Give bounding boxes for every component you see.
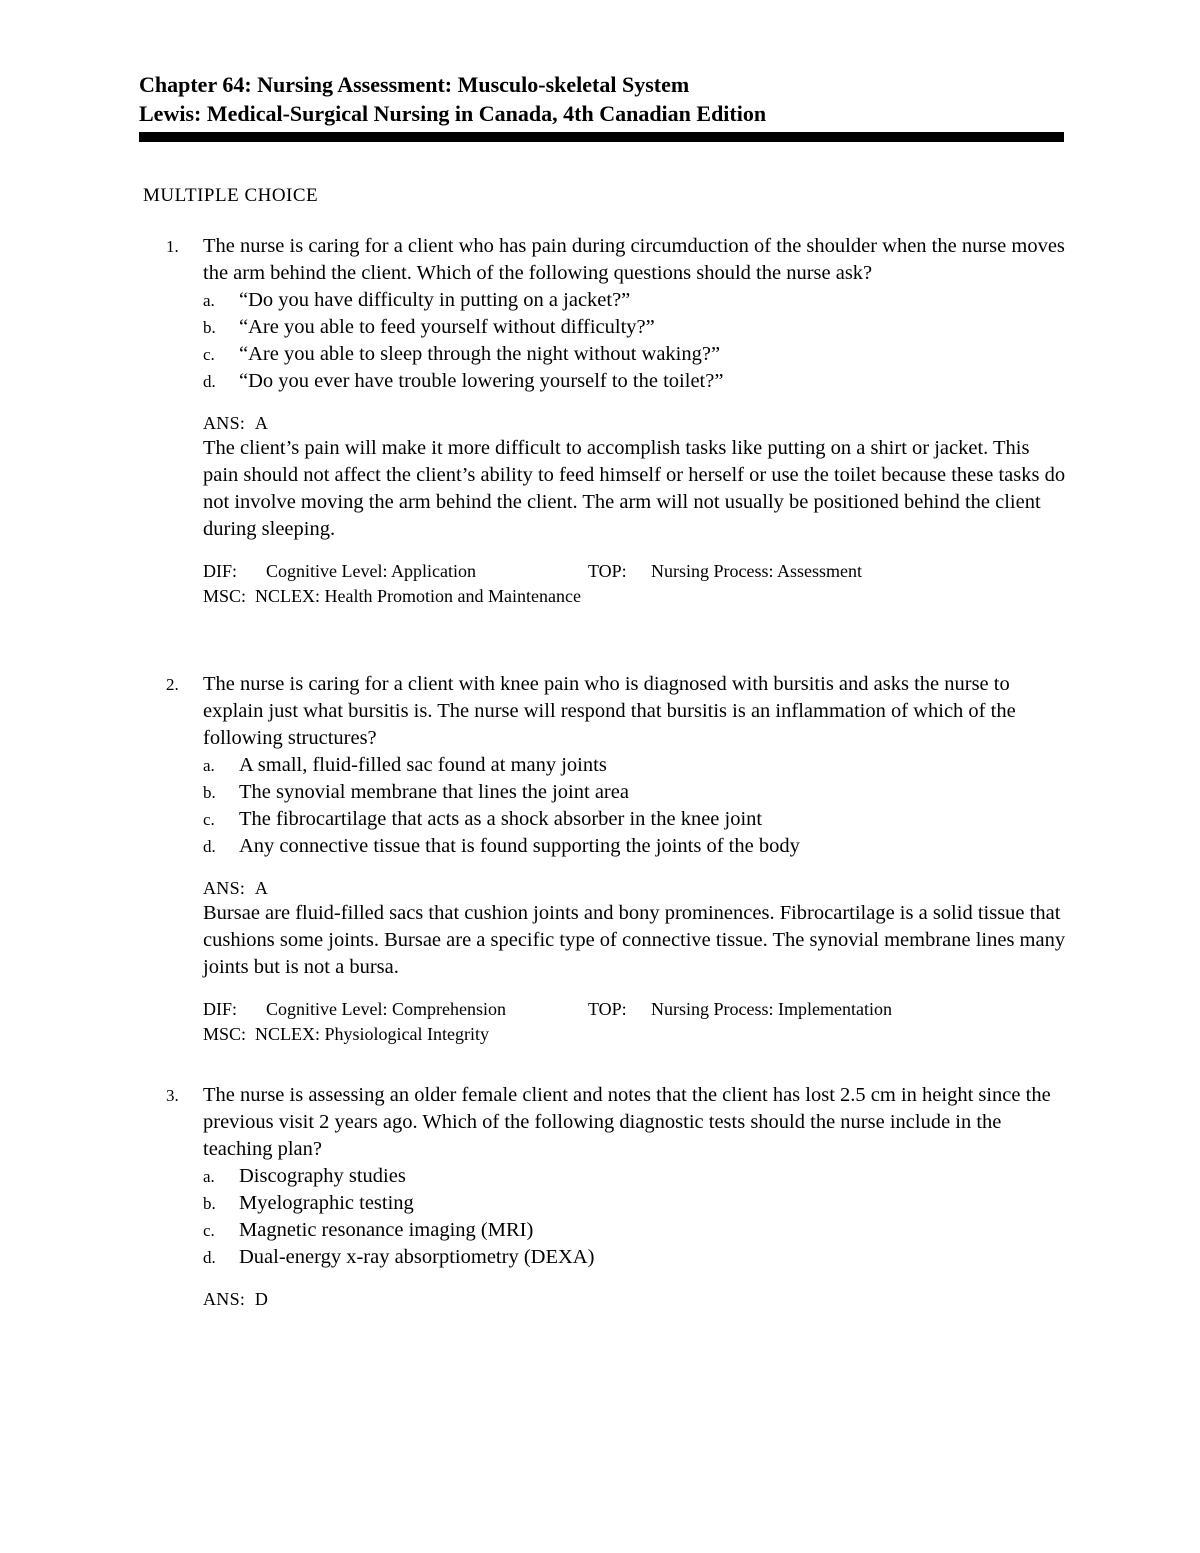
answer-line bbox=[203, 411, 1066, 435]
option-letter: d. bbox=[203, 372, 216, 391]
option-letter: b. bbox=[203, 783, 216, 802]
question-text: The nurse is assessing an older female client and notes that the client has lost 2.5 cm in height since the previous visit 2 years ago. Which of the following diagnostic tests should the nurse include in the teaching plan? bbox=[203, 1084, 1051, 1160]
options-list bbox=[203, 1163, 1066, 1271]
answer-line bbox=[203, 1287, 1066, 1311]
option-text: “Do you ever have trouble lowering yourself to the toilet?” bbox=[239, 370, 724, 392]
option-letter: c. bbox=[203, 1221, 215, 1240]
option-letter: d. bbox=[203, 837, 216, 856]
option-text: Any connective tissue that is found supporting the joints of the body bbox=[239, 835, 800, 857]
msc-value: NCLEX: Health Promotion and Maintenance bbox=[255, 586, 581, 606]
chapter-title: Chapter 64: Nursing Assessment: Musculo-skeletal System bbox=[139, 72, 690, 97]
option-letter: b. bbox=[203, 318, 216, 337]
dif-label: DIF: bbox=[203, 999, 238, 1019]
dif-label: DIF: bbox=[203, 561, 238, 581]
top-value: Nursing Process: Implementation bbox=[651, 999, 892, 1019]
question-number: 2. bbox=[166, 675, 179, 694]
document-header bbox=[139, 70, 1064, 128]
option-d bbox=[203, 1244, 1066, 1271]
option-text: The synovial membrane that lines the joint area bbox=[239, 781, 629, 803]
option-c bbox=[203, 806, 1066, 833]
answer-label: ANS: bbox=[203, 878, 246, 898]
options-list bbox=[203, 287, 1066, 395]
option-text: “Are you able to sleep through the night without waking?” bbox=[239, 343, 721, 365]
question-3 bbox=[166, 1082, 1066, 1311]
msc-value: NCLEX: Physiological Integrity bbox=[255, 1024, 490, 1044]
dif-value: Cognitive Level: Application bbox=[266, 561, 476, 581]
option-letter: c. bbox=[203, 810, 215, 829]
question-1 bbox=[166, 233, 1066, 609]
top-value: Nursing Process: Assessment bbox=[651, 561, 862, 581]
top-label: TOP: bbox=[588, 561, 627, 581]
dif-value: Cognitive Level: Comprehension bbox=[266, 999, 506, 1019]
option-text: The fibrocartilage that acts as a shock absorber in the knee joint bbox=[239, 808, 763, 830]
option-letter: c. bbox=[203, 345, 215, 364]
option-letter: a. bbox=[203, 291, 215, 310]
question-stem bbox=[166, 1082, 1066, 1163]
msc-label: MSC: bbox=[203, 586, 247, 606]
option-a bbox=[203, 287, 1066, 314]
option-c bbox=[203, 341, 1066, 368]
top-label: TOP: bbox=[588, 999, 627, 1019]
option-letter: d. bbox=[203, 1248, 216, 1267]
section-title: MULTIPLE CHOICE bbox=[143, 185, 319, 206]
option-letter: b. bbox=[203, 1194, 216, 1213]
question-text: The nurse is caring for a client with knee pain who is diagnosed with bursitis and asks the nurse to explain just what bursitis is. The nurse will respond that bursitis is an inflammation of which of the following structures? bbox=[203, 673, 1016, 749]
book-title: Lewis: Medical-Surgical Nursing in Canada, 4th Canadian Edition bbox=[139, 101, 767, 126]
answer-line bbox=[203, 876, 1066, 900]
answer-label: ANS: bbox=[203, 413, 246, 433]
header-rule bbox=[139, 132, 1064, 142]
rationale: The client’s pain will make it more difficult to accomplish tasks like putting on a shirt or jacket. This pain should not affect the client’s ability to feed himself or herself or use the toilet because these tasks do not involve moving the arm behind the client. The arm will not usually be positioned behind the client during sleeping. bbox=[203, 437, 1066, 540]
option-a bbox=[203, 1163, 1066, 1190]
option-text: Magnetic resonance imaging (MRI) bbox=[239, 1219, 534, 1241]
question-metadata bbox=[203, 997, 1066, 1047]
option-b bbox=[203, 779, 1066, 806]
option-b bbox=[203, 1190, 1066, 1217]
question-stem bbox=[166, 671, 1066, 752]
option-text: “Are you able to feed yourself without difficulty?” bbox=[239, 316, 655, 338]
option-text: Myelographic testing bbox=[239, 1192, 414, 1214]
option-letter: a. bbox=[203, 756, 215, 775]
option-b bbox=[203, 314, 1066, 341]
question-metadata bbox=[203, 559, 1066, 609]
question-text: The nurse is caring for a client who has pain during circumduction of the shoulder when the nurse moves the arm behind the client. Which of the following questions should the nurse ask? bbox=[203, 235, 1065, 284]
option-letter: a. bbox=[203, 1167, 215, 1186]
option-text: Discography studies bbox=[239, 1165, 406, 1187]
option-d bbox=[203, 833, 1066, 860]
option-text: “Do you have difficulty in putting on a jacket?” bbox=[239, 289, 631, 311]
options-list bbox=[203, 752, 1066, 860]
answer-label: ANS: bbox=[203, 1289, 246, 1309]
question-2 bbox=[166, 671, 1066, 1047]
msc-label: MSC: bbox=[203, 1024, 247, 1044]
rationale: Bursae are fluid-filled sacs that cushion joints and bony prominences. Fibrocartilage is a solid tissue that cushions some joints. Bursae are a specific type of connective tissue. The synovial membrane lines many joints but is not a bursa. bbox=[203, 902, 1066, 978]
option-d bbox=[203, 368, 1066, 395]
option-text: A small, fluid-filled sac found at many joints bbox=[239, 754, 607, 776]
option-a bbox=[203, 752, 1066, 779]
answer-value: A bbox=[254, 878, 269, 898]
option-c bbox=[203, 1217, 1066, 1244]
question-stem bbox=[166, 233, 1066, 287]
question-number: 3. bbox=[166, 1086, 179, 1105]
question-number: 1. bbox=[166, 237, 179, 256]
answer-value: A bbox=[254, 413, 269, 433]
option-text: Dual-energy x-ray absorptiometry (DEXA) bbox=[239, 1246, 595, 1268]
answer-value: D bbox=[254, 1289, 269, 1309]
